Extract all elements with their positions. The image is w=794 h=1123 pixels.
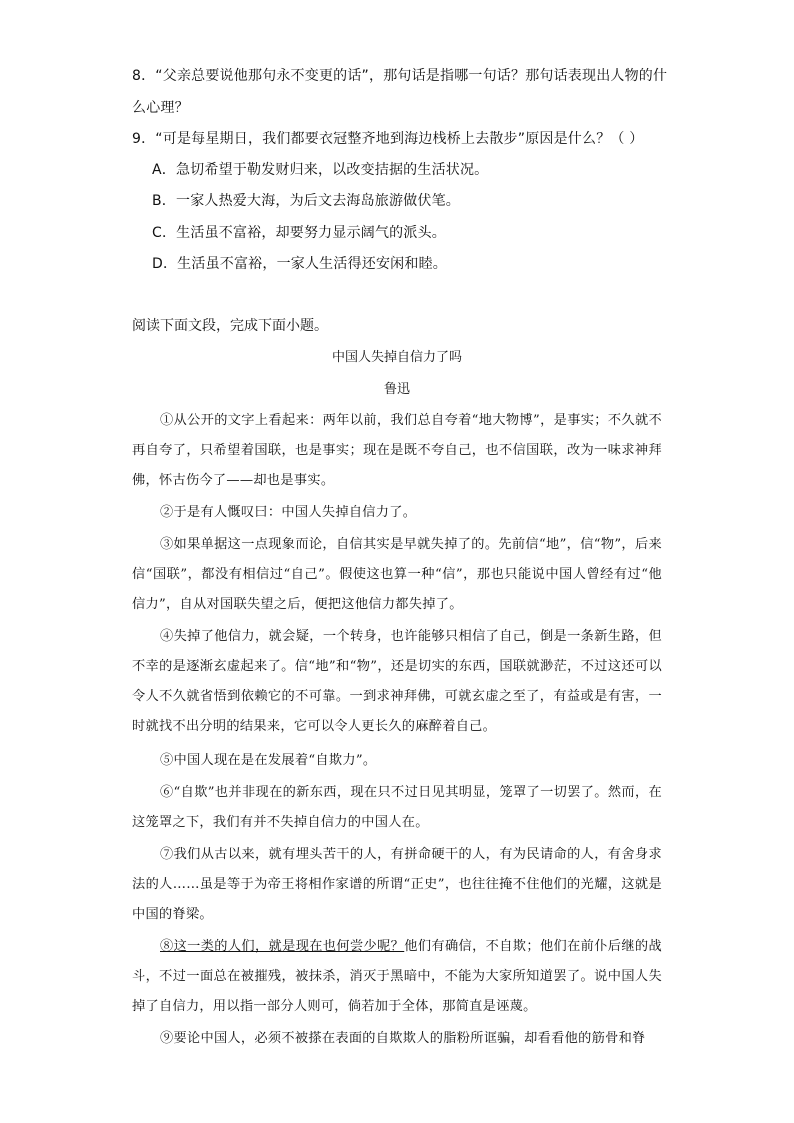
paragraph-8-rest: 他们有确信，不自欺；他们在前仆后继的战斗，不过一面总在被摧残，被抹杀，消灭于黑暗中，不能为大家所知道罢了。说中国人失掉了自信力，用以指一部分人则可，倘若加于全体，那简直是诬蔑。 [132, 939, 662, 1014]
paragraph-7: ⑦我们从古以来，就有埋头苦干的人，有拼命硬干的人，有为民请命的人，有舍身求法的人……虽是等于为帝王将相作家谱的所谓“正史”，也往往掩不住他们的光耀，这就是中国的脊梁。 [132, 847, 662, 922]
question-8-line-1: 8．“父亲总要说他那句永不变更的话”，那句话是指哪一句话？那句话表现出人物的什 [132, 68, 668, 84]
article-title: 中国人失掉自信力了吗 [331, 350, 462, 365]
paragraph-9: ⑨要论中国人，必须不被搽在表面的自欺欺人的脂粉所诓骗，却看看他的筋骨和脊 [160, 1031, 646, 1046]
article-author: 鲁迅 [383, 382, 410, 397]
paragraph-8 [132, 932, 662, 1022]
paragraph-4: ④失掉了他信力，就会疑，一个转身，也许能够只相信了自己，倒是一条新生路，但不幸的是逐渐玄虚起来了。信“地”和“物”，还是切实的东西，国联就渺茫，不过这还可以令人不久就省悟到依赖它的不可靠。一到求神拜佛，可就玄虚之至了，有益或是有害，一时就找不出分明的结果来，它可以令人更长久的麻醉着自己。 [132, 629, 662, 734]
question-9-option-b: B．一家人热爱大海，为后文去海岛旅游做伏笔。 [152, 193, 461, 209]
question-9-stem: 9．“可是每星期日，我们都要衣冠整齐地到海边栈桥上去散步”原因是什么？（ ） [132, 131, 644, 147]
paragraph-1: ①从公开的文字上看起来：两年以前，我们总自夸着“地大物博”，是事实；不久就不再自夸了，只希望着国联，也是事实；现在是既不夸自己，也不信国联，改为一味求神拜佛，怀古伤今了——却也是事实。 [132, 413, 662, 488]
underlined-sentence: ⑧这一类的人们，就是现在也何尝少呢？ [160, 939, 405, 954]
question-8-line-2: 么心理？ [132, 100, 189, 116]
reading-instruction: 阅读下面文段，完成下面小题。 [132, 318, 328, 334]
paragraph-6: ⑥“自欺”也并非现在的新东西，现在只不过日见其明显，笼罩了一切罢了。然而，在这笼罩之下，我们有并不失掉自信力的中国人在。 [132, 785, 662, 830]
paragraph-3: ③如果单据这一点现象而论，自信其实是早就失掉了的。先前信“地”，信“物”，后来信“国联”，都没有相信过“自己”。假使这也算一种“信”，那也只能说中国人曾经有过“他信力”，自从对国联失望之后，便把这他信力都失掉了。 [132, 537, 662, 612]
question-9-option-c: C．生活虽不富裕，却要努力显示阔气的派头。 [152, 225, 446, 241]
paragraph-2: ②于是有人慨叹曰：中国人失掉自信力了。 [160, 505, 417, 520]
question-9-option-a: A．急切希望于勒发财归来，以改变拮据的生活状况。 [152, 162, 489, 178]
question-9-option-d: D．生活虽不富裕，一家人生活得还安闲和睦。 [152, 256, 447, 272]
paragraph-5: ⑤中国人现在是在发展着“自欺力”。 [160, 753, 377, 768]
